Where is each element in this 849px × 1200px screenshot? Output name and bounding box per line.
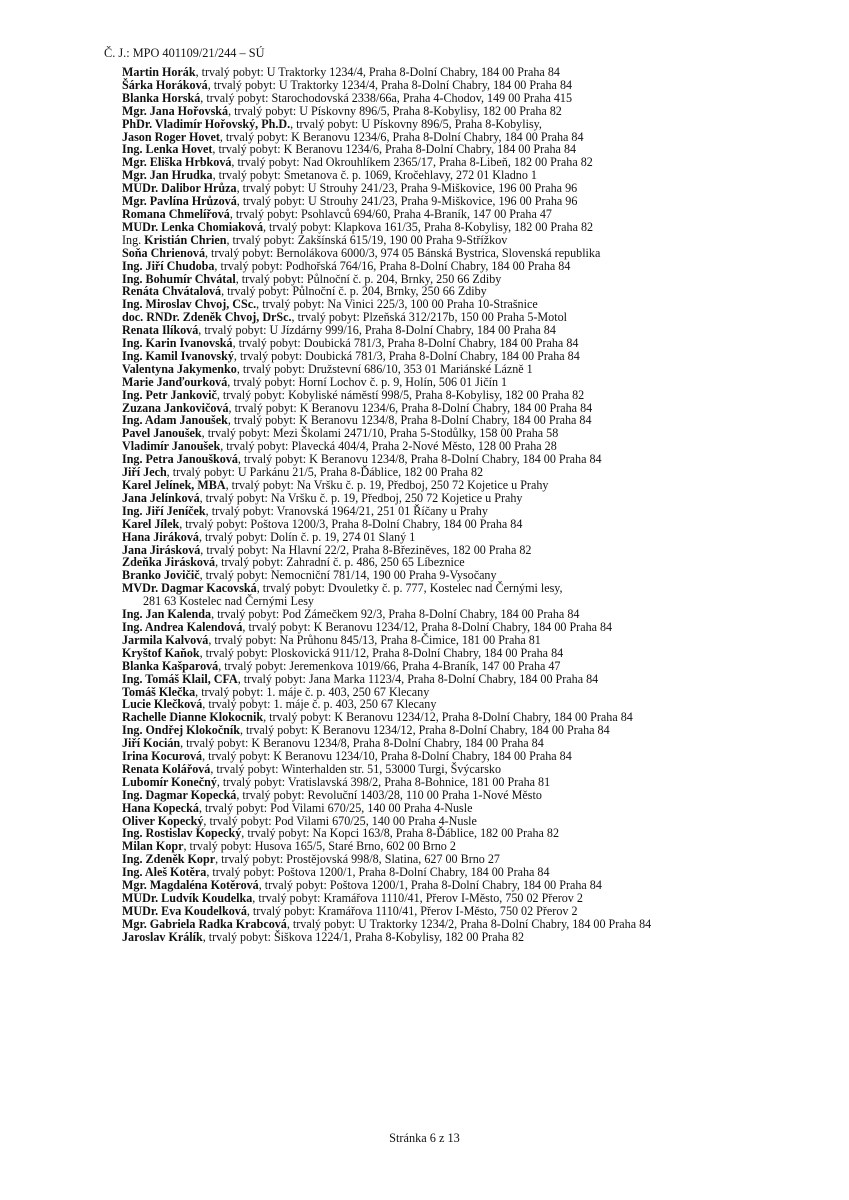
entry-name: Karel Jílek <box>122 516 180 531</box>
list-item <box>122 931 822 944</box>
document-reference: Č. J.: MPO 401109/21/244 – SÚ <box>104 46 265 60</box>
entry-name: Ing. Tomáš Klail, CFA <box>122 671 238 686</box>
entry-address: , trvalý pobyt: Klapkova 161/35, Praha 8-Kobylisy, 182 00 Praha 82 <box>263 219 594 234</box>
entry-address: , trvalý pobyt: Kobyliské náměstí 998/5, Praha 8-Kobylisy, 182 00 Praha 82 <box>216 387 585 402</box>
entry-address: , trvalý pobyt: Kramářova 1110/41, Přerov I-Město, 750 02 Přerov 2 <box>252 891 583 905</box>
page-number: Stránka 6 z 13 <box>389 1131 460 1145</box>
entry-name: Ing. Dagmar Kopecká <box>122 787 237 802</box>
entry-name: Pavel Janoušek <box>122 426 202 441</box>
entry-name: Hana Kopecká <box>122 800 199 815</box>
entry-address: , trvalý pobyt: U Traktorky 1234/2, Praha 8-Dolní Chabry, 184 00 Praha 84 <box>286 916 652 931</box>
entry-address: , trvalý pobyt: K Beranovu 1234/8, Praha 8-Dolní Chabry, 184 00 Praha 84 <box>227 413 592 428</box>
entry-address: , trvalý pobyt: Starochodovská 2338/66a, Praha 4-Chodov, 149 00 Praha 415 <box>200 90 573 105</box>
entry-address: , trvalý pobyt: Družstevní 686/10, 353 01 Mariánské Lázně 1 <box>236 361 533 376</box>
entry-name: Renáta Chvátalová <box>122 284 222 299</box>
entry-address: , trvalý pobyt: K Beranovu 1234/12, Praha 8-Dolní Chabry, 184 00 Praha 84 <box>239 723 610 738</box>
entry-name: Renata Kolářová <box>122 761 211 776</box>
entry-address: , trvalý pobyt: K Beranovu 1234/10, Praha 8-Dolní Chabry, 184 00 Praha 84 <box>202 749 572 764</box>
entry-address: , trvalý pobyt: K Beranovu 1234/6, Praha 8-Dolní Chabry, 184 00 Praha 84 <box>219 129 584 144</box>
entry-name: Kristián Chrien <box>144 232 227 247</box>
entry-name: PhDr. Vladimír Hořovský, Ph.D. <box>122 116 291 131</box>
entry-address: , trvalý pobyt: Šiškova 1224/1, Praha 8-Kobylisy, 182 00 Praha 82 <box>202 929 525 944</box>
entry-address: , trvalý pobyt: Poštova 1200/3, Praha 8-Dolní Chabry, 184 00 Praha 84 <box>179 516 523 531</box>
entry-address: , trvalý pobyt: Nemocniční 781/14, 190 00 Praha 9-Vysočany <box>199 568 497 583</box>
entry-address: , trvalý pobyt: Dolín č. p. 19, 274 01 Slaný 1 <box>198 529 416 544</box>
entry-address: , trvalý pobyt: K Beranovu 1234/8, Praha 8-Dolní Chabry, 184 00 Praha 84 <box>237 452 602 467</box>
entry-name: Lubomír Konečný <box>122 774 217 789</box>
entry-name: Jiří Kocián <box>122 736 181 751</box>
entry-title-prefix: Ing. <box>122 232 145 247</box>
entry-name: Blanka Horská <box>122 90 201 105</box>
entry-name: MUDr. Lenka Chomiaková <box>122 219 263 234</box>
entry-name: Renata Ilíková <box>122 323 199 338</box>
entry-address: , trvalý pobyt: Husova 165/5, Staré Brno, 602 00 Brno 2 <box>183 839 456 854</box>
entry-name: Ing. Miroslav Chvoj, CSc. <box>122 297 257 312</box>
entry-name: Tomáš Klečka <box>122 684 196 699</box>
entry-name: Valentyna Jakymenko <box>122 361 237 376</box>
entry-address: , trvalý pobyt: Podhořská 764/16, Praha 8-Dolní Chabry, 184 00 Praha 84 <box>214 258 571 273</box>
entry-address: , trvalý pobyt: K Beranovu 1234/12, Praha 8-Dolní Chabry, 184 00 Praha 84 <box>242 619 613 634</box>
entry-name: Ing. Bohumír Chvátal <box>122 271 236 286</box>
entry-address: , trvalý pobyt: Půlnoční č. p. 204, Brnky, 250 66 Zdiby <box>235 271 502 286</box>
entry-name: Jason Roger Hovet <box>122 129 220 144</box>
entry-name: Lucie Klečková <box>122 697 203 712</box>
entry-address: , trvalý pobyt: Poštova 1200/1, Praha 8-Dolní Chabry, 184 00 Praha 84 <box>258 878 602 893</box>
entry-address: , trvalý pobyt: Na Vinici 225/3, 100 00 Praha 10-Strašnice <box>256 297 538 312</box>
entry-name: Rachelle Dianne Klokocnik <box>122 710 264 725</box>
entry-address: , trvalý pobyt: Půlnoční č. p. 204, Brnky, 250 66 Zdiby <box>221 284 487 299</box>
entry-name: Ing. Ondřej Klokočník <box>122 723 240 738</box>
entry-address: , trvalý pobyt: U Jízdárny 999/16, Praha 8-Dolní Chabry, 184 00 Praha 84 <box>198 323 556 338</box>
entry-address: , trvalý pobyt: Doubická 781/3, Praha 8-Dolní Chabry, 184 00 Praha 84 <box>232 336 579 351</box>
entry-address: , trvalý pobyt: Dvouletky č. p. 777, Kostelec nad Černými lesy, <box>256 581 563 596</box>
entry-name: Vladimír Janoušek <box>122 439 221 454</box>
entry-address: , trvalý pobyt: Vratislavská 398/2, Praha 8-Bohnice, 181 00 Praha 81 <box>216 774 551 789</box>
entry-address: , trvalý pobyt: U Strouhy 241/23, Praha 9-Miškovice, 196 00 Praha 96 <box>236 181 578 196</box>
entry-address: , trvalý pobyt: Plavecká 404/4, Praha 2-Nové Město, 128 00 Praha 28 <box>220 439 557 454</box>
entry-address: , trvalý pobyt: Plzeňská 312/217b, 150 00 Praha 5-Motol <box>291 310 567 325</box>
entry-name: Ing. Zdeněk Kopr <box>122 852 216 867</box>
entry-address: , trvalý pobyt: Na Kopci 163/8, Praha 8-Ďáblice, 182 00 Praha 82 <box>241 826 560 841</box>
entry-name: Ing. Aleš Kotěra <box>122 865 207 880</box>
entry-address: , trvalý pobyt: K Beranovu 1234/8, Praha 8-Dolní Chabry, 184 00 Praha 84 <box>180 736 544 751</box>
entry-address: , trvalý pobyt: Horní Lochov č. p. 9, Holín, 506 01 Jičín 1 <box>227 374 508 389</box>
entry-name: Kryštof Kaňok <box>122 645 200 660</box>
entry-address: , trvalý pobyt: Na Vršku č. p. 19, Předboj, 250 72 Kojetice u Prahy <box>199 490 523 505</box>
entry-address: , trvalý pobyt: Ploskovická 911/12, Praha 8-Dolní Chabry, 184 00 Praha 84 <box>199 645 564 660</box>
entry-address: , trvalý pobyt: Jeremenkova 1019/66, Praha 4-Braník, 147 00 Praha 47 <box>218 658 561 673</box>
entry-name: Ing. Jiří Chudoba <box>122 258 215 273</box>
entry-address: , trvalý pobyt: U Strouhy 241/23, Praha 9-Miškovice, 196 00 Praha 96 <box>236 194 578 209</box>
entry-address: , trvalý pobyt: Zahradní č. p. 486, 250 65 Líbeznice <box>215 555 465 570</box>
entry-name: Jana Jelínková <box>122 490 200 505</box>
entry-name: Mgr. Gabriela Radka Krabcová <box>122 916 287 931</box>
entry-name: Ing. Kamil Ivanovský <box>122 348 234 363</box>
entry-name: Milan Kopr <box>122 839 184 854</box>
entry-name: Ing. Jan Kalenda <box>122 607 212 622</box>
entry-name: Blanka Kašparová <box>122 658 219 673</box>
entry-name: Karel Jelínek, MBA <box>122 478 226 492</box>
entry-name: Jiří Jech <box>122 465 167 480</box>
entry-address: , trvalý pobyt: Smetanova č. p. 1069, Kročehlavy, 272 01 Kladno 1 <box>212 168 537 183</box>
entry-name: Jarmila Kalvová <box>122 632 209 647</box>
entry-name: Mgr. Pavlína Hrůzová <box>122 194 237 209</box>
entry-name: Irina Kocurová <box>122 749 203 764</box>
entry-name: Marie Janďourková <box>122 374 228 389</box>
entry-address: , trvalý pobyt: U Parkánu 21/5, Praha 8-Ďáblice, 182 00 Praha 82 <box>166 465 484 480</box>
list-item <box>122 582 822 608</box>
entry-name: Mgr. Jan Hrudka <box>122 168 213 183</box>
entry-name: Ing. Rostislav Kopecký <box>122 826 242 841</box>
entry-address: , trvalý pobyt: K Beranovu 1234/12, Praha 8-Dolní Chabry, 184 00 Praha 84 <box>263 710 633 725</box>
entry-name: Mgr. Jana Hořovská <box>122 103 229 118</box>
entry-name: Zdeňka Jirásková <box>122 555 216 570</box>
entry-name: Mgr. Magdaléna Kotěrová <box>122 878 259 893</box>
entry-name: Ing. Karin Ivanovská <box>122 336 233 351</box>
entry-name: MUDr. Ludvík Koudelka <box>122 891 253 905</box>
entry-address: , trvalý pobyt: Revoluční 1403/28, 110 00 Praha 1-Nové Město <box>236 787 542 802</box>
entry-address: , trvalý pobyt: Nad Okrouhlíkem 2365/17, Praha 8-Libeň, 182 00 Praha 82 <box>231 155 593 170</box>
entry-address-continuation: 281 63 Kostelec nad Černými Lesy <box>143 594 314 609</box>
entry-name: Ing. Jiří Jeníček <box>122 503 206 518</box>
entry-address: , trvalý pobyt: K Beranovu 1234/6, Praha 8-Dolní Chabry, 184 00 Praha 84 <box>212 142 577 157</box>
entry-address: , trvalý pobyt: Kramářova 1110/41, Přerov I-Město, 750 02 Přerov 2 <box>246 903 578 918</box>
resident-list <box>122 66 822 944</box>
entry-address: , trvalý pobyt: 1. máje č. p. 403, 250 67 Klecany <box>202 697 437 712</box>
entry-name: Ing. Petra Janoušková <box>122 452 238 467</box>
entry-name: Ing. Andrea Kalendová <box>122 619 243 634</box>
entry-address: , trvalý pobyt: K Beranovu 1234/6, Praha 8-Dolní Chabry, 184 00 Praha 84 <box>228 400 593 415</box>
entry-address: , trvalý pobyt: Poštova 1200/1, Praha 8-Dolní Chabry, 184 00 Praha 84 <box>206 865 550 880</box>
entry-name: Zuzana Jankovičová <box>122 400 229 415</box>
entry-name: Branko Jovičič <box>122 568 200 583</box>
entry-name: Jana Jirásková <box>122 542 201 557</box>
entry-address: , trvalý pobyt: U Pískovny 896/5, Praha 8-Kobylisy, 182 00 Praha 82 <box>228 103 562 118</box>
entry-name: MUDr. Eva Koudelková <box>122 903 247 918</box>
entry-name: MUDr. Dalibor Hrůza <box>122 181 237 196</box>
entry-address: , trvalý pobyt: Na Hlavní 22/2, Praha 8-Březiněves, 182 00 Praha 82 <box>200 542 532 557</box>
entry-address: , trvalý pobyt: Na Průhonu 845/13, Praha 8-Čimice, 181 00 Praha 81 <box>208 632 541 647</box>
entry-name: doc. RNDr. Zdeněk Chvoj, DrSc. <box>122 310 292 325</box>
entry-address: , trvalý pobyt: Mezi Školami 2471/10, Praha 5-Stodůlky, 158 00 Praha 58 <box>201 426 559 441</box>
entry-address: , trvalý pobyt: Bernolákova 6000/3, 974 05 Bánská Bystrica, Slovenská republika <box>205 245 601 260</box>
entry-name: Oliver Kopecký <box>122 813 204 828</box>
entry-address: , trvalý pobyt: Prostějovská 998/8, Slatina, 627 00 Brno 27 <box>215 852 500 867</box>
entry-address: , trvalý pobyt: Psohlavců 694/60, Praha 4-Braník, 147 00 Praha 47 <box>229 206 552 221</box>
entry-name: Mgr. Eliška Hrbková <box>122 155 232 170</box>
entry-address: , trvalý pobyt: U Traktorky 1234/4, Praha 8-Dolní Chabry, 184 00 Praha 84 <box>207 77 573 92</box>
entry-address: , trvalý pobyt: Jana Marka 1123/4, Praha 8-Dolní Chabry, 184 00 Praha 84 <box>237 671 599 686</box>
entry-address: , trvalý pobyt: Pod Vilami 670/25, 140 00 Praha 4-Nusle <box>198 800 473 815</box>
entry-name: Ing. Petr Jankovič <box>122 387 217 402</box>
entry-address: , trvalý pobyt: Winterhalden str. 51, 53000 Turgi, Švýcarsko <box>210 761 501 776</box>
entry-name: Hana Jiráková <box>122 529 199 544</box>
entry-address: , trvalý pobyt: U Pískovny 896/5, Praha 8-Kobylisy, <box>290 116 542 131</box>
entry-address: , trvalý pobyt: Vranovská 1964/21, 251 01 Říčany u Prahy <box>205 503 488 518</box>
entry-address: , trvalý pobyt: 1. máje č. p. 403, 250 67 Klecany <box>195 684 430 699</box>
entry-name: Ing. Adam Janoušek <box>122 413 228 428</box>
entry-address: , trvalý pobyt: U Traktorky 1234/4, Praha 8-Dolní Chabry, 184 00 Praha 84 <box>195 65 560 79</box>
entry-address: , trvalý pobyt: Pod Vilami 670/25, 140 00 Praha 4-Nusle <box>203 813 477 828</box>
entry-name: Jaroslav Králík <box>122 929 203 944</box>
entry-address: , trvalý pobyt: Doubická 781/3, Praha 8-Dolní Chabry, 184 00 Praha 84 <box>233 348 580 363</box>
entry-address: , trvalý pobyt: Na Vršku č. p. 19, Předboj, 250 72 Kojetice u Prahy <box>225 478 549 492</box>
entry-address: , trvalý pobyt: Pod Zámečkem 92/3, Praha 8-Dolní Chabry, 184 00 Praha 84 <box>211 607 580 622</box>
entry-name: Romana Chmelířová <box>122 206 230 221</box>
entry-name: Ing. Lenka Hovet <box>122 142 213 157</box>
entry-name: Šárka Horáková <box>122 77 208 92</box>
entry-name: MVDr. Dagmar Kacovská <box>122 581 257 596</box>
entry-address: , trvalý pobyt: Zakšínská 615/19, 190 00 Praha 9-Střížkov <box>226 232 508 247</box>
entry-name: Soňa Chrienová <box>122 245 205 260</box>
entry-name: Martin Horák <box>122 65 196 79</box>
